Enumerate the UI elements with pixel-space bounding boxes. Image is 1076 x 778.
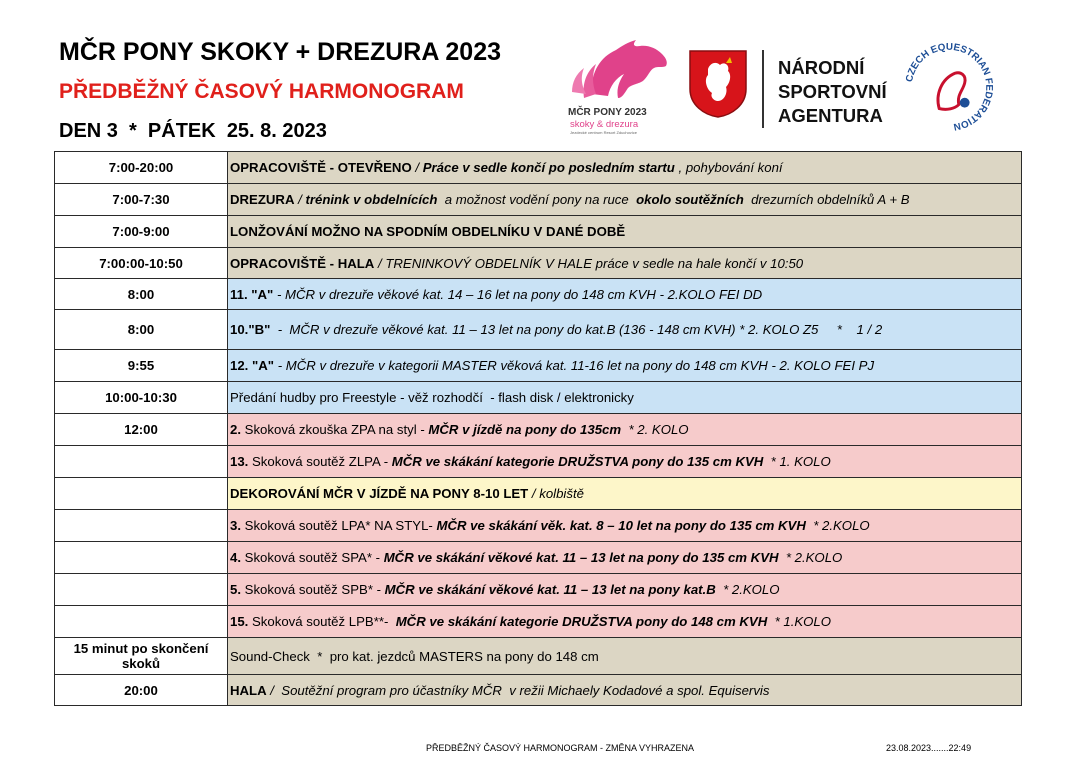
- schedule-description: [228, 414, 1022, 446]
- page-subtitle: PŘEDBĚŽNÝ ČASOVÝ HARMONOGRAM: [59, 80, 464, 103]
- pony-logo-line2: skoky & drezura: [570, 119, 639, 130]
- description-segment: LONŽOVÁNÍ MOŽNO NA SPODNÍM OBDELNÍKU V DANÉ DOBĚ: [230, 224, 626, 239]
- description-segment: * 2.KOLO: [805, 518, 870, 533]
- description-segment: a možnost vodění pony na ruce: [437, 192, 637, 207]
- description-segment: DEKOROVÁNÍ MČR V JÍZDĚ NA PONY 8-10 LET: [230, 486, 529, 501]
- description-segment: Předání hudby pro Freestyle - věž rozhodčí - flash disk / elektronicky: [230, 390, 634, 405]
- schedule-row: [55, 310, 1022, 350]
- description-segment: okolo soutěžních: [636, 192, 744, 207]
- description-segment: Skoková soutěž ZLPA -: [248, 454, 392, 469]
- description-segment: / Soutěžní program pro účastníky MČR v režii Michaely Kodadové a spol. Equiservis: [266, 682, 770, 698]
- schedule-description: [228, 638, 1022, 675]
- description-segment: 11. "A": [230, 286, 274, 302]
- schedule-row: [55, 574, 1022, 606]
- schedule-time: 12:00: [55, 414, 228, 446]
- description-segment: Práce v sedle končí po posledním startu: [422, 160, 675, 175]
- description-segment: 4.: [230, 550, 241, 565]
- schedule-description: [228, 248, 1022, 279]
- schedule-time: [55, 510, 228, 542]
- description-segment: 10."B": [230, 322, 271, 337]
- schedule-time: 15 minut po skončení skoků: [55, 638, 228, 675]
- description-segment: 5.: [230, 582, 241, 597]
- czech-equestrian-federation-logo: [900, 38, 998, 136]
- page-title: MČR PONY SKOKY + DREZURA 2023: [59, 38, 502, 66]
- schedule-row: [55, 152, 1022, 184]
- description-segment: * 1. KOLO: [763, 454, 831, 469]
- description-segment: * 1.KOLO: [767, 614, 832, 629]
- schedule-time: 7:00-7:30: [55, 184, 228, 216]
- description-segment: MČR ve skákání kategorie DRUŽSTVA pony do 135 cm KVH: [391, 454, 764, 469]
- pony-logo-line3: Jezdecké centrum Resort Zduchovice: [570, 130, 637, 135]
- description-segment: * 2.KOLO: [778, 550, 843, 565]
- agency-divider: [762, 50, 764, 128]
- schedule-row: [55, 382, 1022, 414]
- description-segment: OPRACOVIŠTĚ - OTEVŘENO: [230, 160, 412, 175]
- schedule-description: [228, 310, 1022, 350]
- schedule-description: [228, 510, 1022, 542]
- schedule-description: [228, 542, 1022, 574]
- description-segment: - MČR v drezuře v kategorii MASTER věková kat. 11-16 let na pony do 148 cm KVH - 2. KOLO FEI PJ: [274, 358, 875, 373]
- footer-note: PŘEDBĚŽNÝ ČASOVÝ HARMONOGRAM - ZMĚNA VYHRAZENA: [426, 743, 695, 753]
- schedule-time: 8:00: [55, 279, 228, 310]
- schedule-description: [228, 606, 1022, 638]
- schedule-row: [55, 510, 1022, 542]
- description-segment: Skoková soutěž SPB* -: [241, 582, 385, 597]
- schedule-row: [55, 184, 1022, 216]
- schedule-table: [54, 151, 1022, 706]
- schedule-time: 7:00-20:00: [55, 152, 228, 184]
- schedule-row: [55, 248, 1022, 279]
- description-segment: MČR ve skákání věk. kat. 8 – 10 let na pony do 135 cm KVH: [436, 518, 806, 533]
- description-segment: MČR ve skákání kategorie DRUŽSTVA pony do 148 cm KVH: [395, 614, 768, 629]
- description-segment: Skoková soutěž LPB**-: [248, 614, 396, 629]
- schedule-time: [55, 542, 228, 574]
- description-segment: MČR v jízdě na pony do 135cm: [428, 422, 622, 437]
- schedule-time: [55, 478, 228, 510]
- description-segment: OPRACOVIŠTĚ - HALA: [230, 255, 375, 271]
- schedule-time: 7:00:00-10:50: [55, 248, 228, 279]
- description-segment: * 2.KOLO: [715, 582, 780, 597]
- description-segment: /: [294, 192, 306, 207]
- schedule-time: 9:55: [55, 350, 228, 382]
- schedule-description: [228, 152, 1022, 184]
- schedule-time: 7:00-9:00: [55, 216, 228, 248]
- description-segment: Skoková soutěž SPA* -: [241, 550, 384, 565]
- schedule-row: [55, 638, 1022, 675]
- nsa-line1: NÁRODNÍ: [778, 57, 865, 78]
- description-segment: drezurních obdelníků A + B: [743, 192, 910, 207]
- description-segment: Sound-Check * pro kat. jezdců MASTERS na pony do 148 cm: [230, 648, 599, 664]
- description-segment: * 2. KOLO: [621, 422, 689, 437]
- schedule-row: [55, 350, 1022, 382]
- schedule-row: [55, 414, 1022, 446]
- schedule-time: 10:00-10:30: [55, 382, 228, 414]
- schedule-description: [228, 279, 1022, 310]
- description-segment: 13.: [230, 454, 249, 469]
- schedule-row: [55, 606, 1022, 638]
- description-segment: /: [411, 160, 423, 175]
- czech-lion-crest-icon: [688, 49, 748, 119]
- description-segment: Skoková soutěž LPA* NA STYL-: [241, 518, 437, 533]
- schedule-time: [55, 606, 228, 638]
- footer-timestamp: 23.08.2023.......22:49: [886, 743, 972, 753]
- description-segment: Skoková zkouška ZPA na styl -: [241, 422, 429, 437]
- schedule-description: [228, 446, 1022, 478]
- day-heading: DEN 3 * PÁTEK 25. 8. 2023: [59, 120, 327, 142]
- pony-logo-line1: MČR PONY 2023: [568, 107, 647, 118]
- schedule-time: 20:00: [55, 675, 228, 706]
- pony-championship-logo: [562, 36, 680, 136]
- description-segment: trénink v obdelnících: [305, 192, 438, 207]
- schedule-description: [228, 574, 1022, 606]
- schedule-description: [228, 350, 1022, 382]
- description-segment: , pohybování koní: [674, 160, 783, 175]
- schedule-row: [55, 279, 1022, 310]
- description-segment: HALA: [230, 682, 267, 698]
- description-segment: / TRENINKOVÝ OBDELNÍK V HALE práce v sedle na hale končí v 10:50: [374, 255, 804, 271]
- description-segment: MČR ve skákání věkové kat. 11 – 13 let na pony kat.B: [384, 582, 716, 597]
- cef-logo-text: CZECH EQUESTRIAN FEDERATION: [904, 41, 995, 133]
- schedule-description: [228, 184, 1022, 216]
- description-segment: 3.: [230, 518, 241, 533]
- schedule-description: [228, 675, 1022, 706]
- schedule-description: [228, 478, 1022, 510]
- nsa-line3: AGENTURA: [778, 105, 883, 126]
- description-segment: DREZURA: [230, 192, 295, 207]
- schedule-row: [55, 542, 1022, 574]
- schedule-description: [228, 216, 1022, 248]
- schedule-row: [55, 675, 1022, 706]
- horse-head-icon: [592, 40, 667, 98]
- description-segment: - MČR v drezuře věkové kat. 11 – 13 let na pony do kat.B (136 - 148 cm KVH) * 2. KOLO Z5 * 1 / 2: [270, 322, 883, 337]
- description-segment: MČR ve skákání věkové kat. 11 – 13 let na pony do 135 cm KVH: [383, 550, 779, 565]
- schedule-row: [55, 446, 1022, 478]
- description-segment: 2.: [230, 422, 241, 437]
- schedule-time: [55, 574, 228, 606]
- description-segment: - MČR v drezuře věkové kat. 14 – 16 let na pony do 148 cm KVH - 2.KOLO FEI DD: [273, 286, 763, 302]
- schedule-row: [55, 478, 1022, 510]
- description-segment: 12. "A": [230, 358, 275, 373]
- schedule-row: [55, 216, 1022, 248]
- nsa-line2: SPORTOVNÍ: [778, 81, 887, 102]
- schedule-time: [55, 446, 228, 478]
- national-sports-agency-logo: [778, 56, 887, 128]
- description-segment: 15.: [230, 614, 249, 629]
- description-segment: / kolbiště: [528, 486, 584, 501]
- schedule-description: [228, 382, 1022, 414]
- schedule-time: 8:00: [55, 310, 228, 350]
